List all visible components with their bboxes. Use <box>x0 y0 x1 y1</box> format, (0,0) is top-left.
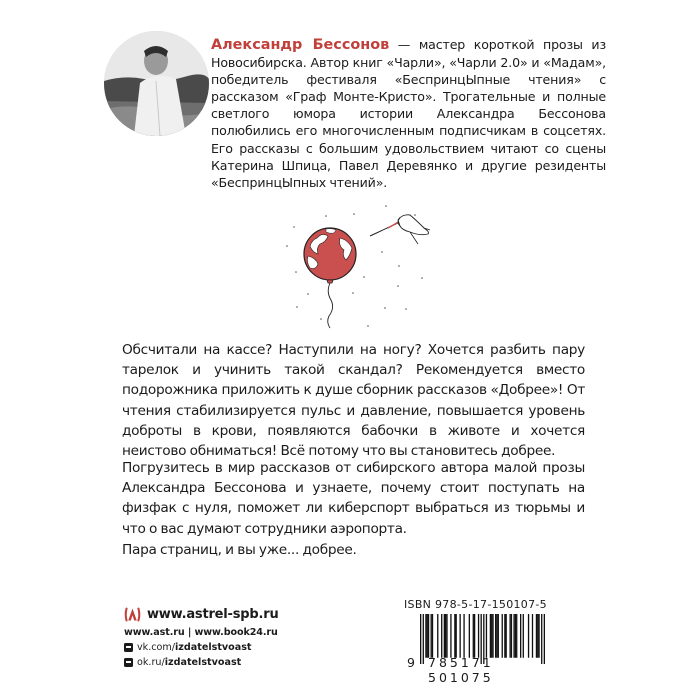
barcode-bar <box>536 614 537 658</box>
blurb-paragraph-1: Обсчитали на кассе? Наступили на ногу? Хочется разбить пару тарелок и учинить такой скандал? Рекомендуется вместо подорожника приложить к душе сборник рассказов «Добрее»! От чтения стабилизируется пульс и давление, повышается уровень доброты в крови, появляются бабочки в животе и хочется неистово обниматься! Всё потому что вы становитесь добрее. <box>122 342 585 460</box>
social-handle: izdatelstvoast <box>164 657 242 668</box>
barcode-bar <box>532 614 533 658</box>
barcode-bar <box>459 614 460 658</box>
ean-rest-digits: 785171 501075 <box>428 655 494 685</box>
blurb-paragraph-3: Пара страниц, и вы уже... добрее. <box>122 542 357 558</box>
barcode-bar <box>454 614 455 658</box>
barcode-bar <box>520 614 521 658</box>
author-bio-text: — мастер короткой прозы из Новосибирска. Автор книг «Чарли», «Чарли 2.0» и «Мадам», победитель фестиваля «БеспринцЫпные чтения» с рассказом «Граф Монте-Кристо». Трогательные и полные светлого юмора истории Александра Бессонова полюбились его многочисленным подписчикам в соцсетях. Его рассказы с большим удовольствием читают со сцены Катерина Шпица, Павел Деревянко и другие резиденты «БеспринцЫпных чтений». <box>211 37 607 190</box>
barcode-bar <box>444 614 445 658</box>
barcode-bar <box>446 614 447 658</box>
ok-icon <box>124 658 133 667</box>
illustration <box>260 200 460 340</box>
barcode-bar <box>445 614 446 658</box>
barcode-bar <box>538 614 539 658</box>
barcode-bar <box>516 614 517 658</box>
barcode-bar <box>427 614 428 658</box>
barcode-bar <box>491 614 492 658</box>
author-name: Александр Бессонов <box>211 37 390 53</box>
barcode-bar <box>441 614 442 658</box>
social-prefix: vk.com/ <box>137 642 176 653</box>
social-link-ok[interactable] <box>124 657 279 668</box>
author-photo <box>104 31 209 136</box>
barcode-bar <box>428 614 429 658</box>
barcode-bar <box>423 614 424 664</box>
barcode-bar <box>463 614 464 658</box>
barcode-bar <box>437 614 438 658</box>
social-handle: izdatelstvoast <box>175 642 252 653</box>
barcode-bar <box>486 614 487 658</box>
barcode-bar <box>478 614 479 658</box>
social-link-vk[interactable] <box>124 642 279 653</box>
barcode-bar <box>509 614 510 658</box>
barcode-bar <box>511 614 512 658</box>
barcode-bar <box>469 614 470 658</box>
barcode-bar <box>490 614 491 658</box>
barcode-bar <box>528 614 529 658</box>
author-bio <box>211 36 606 191</box>
barcode-bar <box>456 614 457 658</box>
publisher-info <box>124 606 279 668</box>
barcode-bar <box>537 614 538 658</box>
blurb-paragraph-2: Погрузитесь в мир рассказов от сибирского автора малой прозы Александра Бессонова и узнаете, почему стоит поступать на физфак с нуля, поможет ли киберспорт выбраться из тюрьмы и что о вас думают сотрудники аэропорта. <box>122 460 585 537</box>
author-photo-icon <box>104 31 209 136</box>
barcode-bar <box>506 614 507 658</box>
globe-balloon-icon <box>260 200 460 340</box>
ean-first-digit: 9 <box>407 655 418 670</box>
isbn-label: ISBN 978-5-17-150107-5 <box>404 598 547 611</box>
barcode-bar <box>513 614 514 658</box>
barcode-bar <box>498 614 499 658</box>
vk-icon <box>124 643 133 652</box>
barcode-bar <box>474 614 475 658</box>
publisher-sites[interactable]: www.ast.ru | www.book24.ru <box>124 627 278 638</box>
barcode-bar <box>420 614 421 664</box>
barcode-bar <box>504 614 505 658</box>
publisher-main-site-link[interactable]: www.astrel-spb.ru <box>147 607 279 622</box>
barcode-bar <box>432 614 433 658</box>
barcode-bar <box>473 614 474 658</box>
barcode-bar <box>502 614 503 658</box>
barcode-bar <box>495 614 496 658</box>
barcode-bar <box>492 614 493 658</box>
barcode-bar <box>425 614 426 658</box>
barcode-bar <box>523 614 524 658</box>
barcode-bar <box>450 614 451 658</box>
astrel-logo-icon <box>124 606 141 623</box>
barcode-bar <box>515 614 516 658</box>
barcode-bar <box>496 614 497 658</box>
barcode-bar <box>431 614 432 658</box>
social-prefix: ok.ru/ <box>137 657 165 668</box>
publisher-main-site[interactable] <box>124 606 279 623</box>
